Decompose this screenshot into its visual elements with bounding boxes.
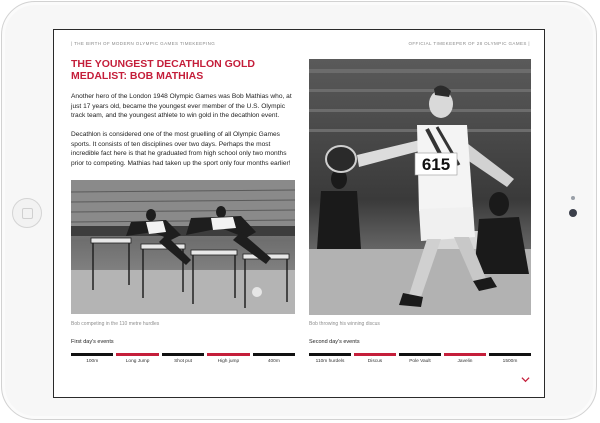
screen — [53, 29, 545, 398]
event-high-jump[interactable]: High jump — [207, 353, 249, 364]
event-1500m[interactable]: 1500m — [489, 353, 531, 364]
hurdles-photo — [71, 180, 295, 314]
camera-icon — [569, 209, 577, 217]
first-day-events — [71, 353, 295, 364]
event-100m[interactable]: 100m — [71, 353, 113, 364]
event-discus[interactable]: Discus — [354, 353, 396, 364]
discus-caption: Bob throwing his winning discus — [309, 321, 380, 327]
article-title: THE YOUNGEST DECATHLON GOLD MEDALIST: BOB MATHIAS — [71, 58, 255, 82]
second-day-label: Second day's events — [309, 339, 360, 345]
running-header-left: | THE BIRTH OF MODERN OLYMPIC GAMES TIMEKEEPING — [71, 41, 216, 46]
article-paragraph-1: Another hero of the London 1948 Olympic Games was Bob Mathias who, at just 17 years old, became the youngest ever member of the U.S. Olympic track team, and the youngest athlete to win gold in the decathlon event. — [71, 93, 292, 120]
event-110m-hurdles[interactable]: 110m hurdels — [309, 353, 351, 364]
discus-photo-image — [309, 59, 531, 315]
event-javelin[interactable]: Javelin — [444, 353, 486, 364]
hurdles-caption: Bob competing in the 110 metre hurdles — [71, 321, 160, 327]
second-day-events — [309, 353, 531, 364]
running-header-right: OFFICIAL TIMEKEEPER OF 28 OLYMPIC GAMES | — [408, 41, 530, 46]
home-button-square — [22, 208, 33, 219]
article-paragraph-2: Decathlon is considered one of the most gruelling of all Olympic Games sports. It consists of ten disciplines over two days. Perhaps the most incredible fact here is that he graduated from high school only two months prior to competing. Mathias had taken up the sport only four months earlier! — [71, 131, 291, 167]
bib-number: 615 — [421, 155, 451, 174]
first-day-label: First day's events — [71, 339, 114, 345]
event-pole-vault[interactable]: Pole Vault — [399, 353, 441, 364]
discus-photo — [309, 59, 531, 315]
tablet-frame — [1, 1, 597, 420]
home-button-icon[interactable] — [12, 198, 42, 228]
event-shot-put[interactable]: Shot put — [162, 353, 204, 364]
hurdles-photo-image — [71, 180, 295, 314]
sensor-icon — [571, 196, 575, 200]
event-long-jump[interactable]: Long Jump — [116, 353, 158, 364]
event-400m[interactable]: 400m — [253, 353, 295, 364]
chevron-down-icon[interactable] — [521, 375, 530, 384]
